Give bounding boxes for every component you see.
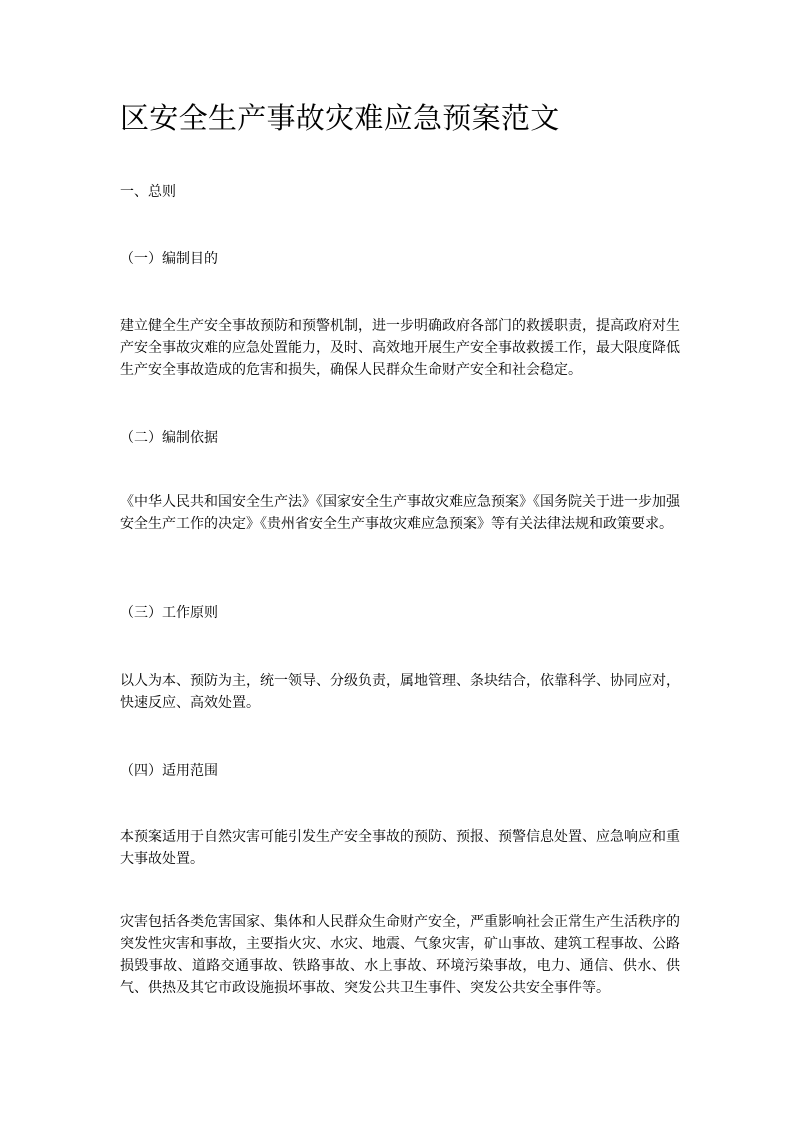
document-title: 区安全生产事故灾难应急预案范文	[120, 101, 560, 135]
section-heading-principles: （三）工作原则	[120, 605, 218, 621]
section-heading-basis: （二）编制依据	[120, 430, 218, 446]
section-heading-scope: （四）适用范围	[120, 763, 218, 779]
paragraph-scope: 本预案适用于自然灾害可能引发生产安全事故的预防、预报、预警信息处置、应急响应和重大事故处置。	[120, 829, 680, 867]
paragraph-principles: 以人为本、预防为主，统一领导、分级负责，属地管理、条块结合，依靠科学、协同应对，快速反应、高效处置。	[120, 673, 680, 711]
section-heading-purpose: （一）编制目的	[120, 251, 218, 267]
paragraph-purpose: 建立健全生产安全事故预防和预警机制，进一步明确政府各部门的救援职责，提高政府对生产安全事故灾难的应急处置能力，及时、高效地开展生产安全事故救援工作，最大限度降低生产安全事故造成的危害和损失，确保人民群众生命财产安全和社会稳定。	[120, 318, 680, 378]
section-heading-general: 一、总则	[120, 184, 176, 200]
paragraph-basis: 《中华人民共和国安全生产法》《国家安全生产事故灾难应急预案》《国务院关于进一步加强安全生产工作的决定》《贵州省安全生产事故灾难应急预案》等有关法律法规和政策要求。	[120, 494, 680, 532]
paragraph-disaster-types: 灾害包括各类危害国家、集体和人民群众生命财产安全，严重影响社会正常生产生活秩序的突发性灾害和事故，主要指火灾、水灾、地震、气象灾害，矿山事故、建筑工程事故、公路损毁事故、道路交通事故、铁路事故、水上事故、环境污染事故，电力、通信、供水、供气、供热及其它市政设施损坏事故、突发公共卫生事件、突发公共安全事件等。	[120, 914, 680, 996]
